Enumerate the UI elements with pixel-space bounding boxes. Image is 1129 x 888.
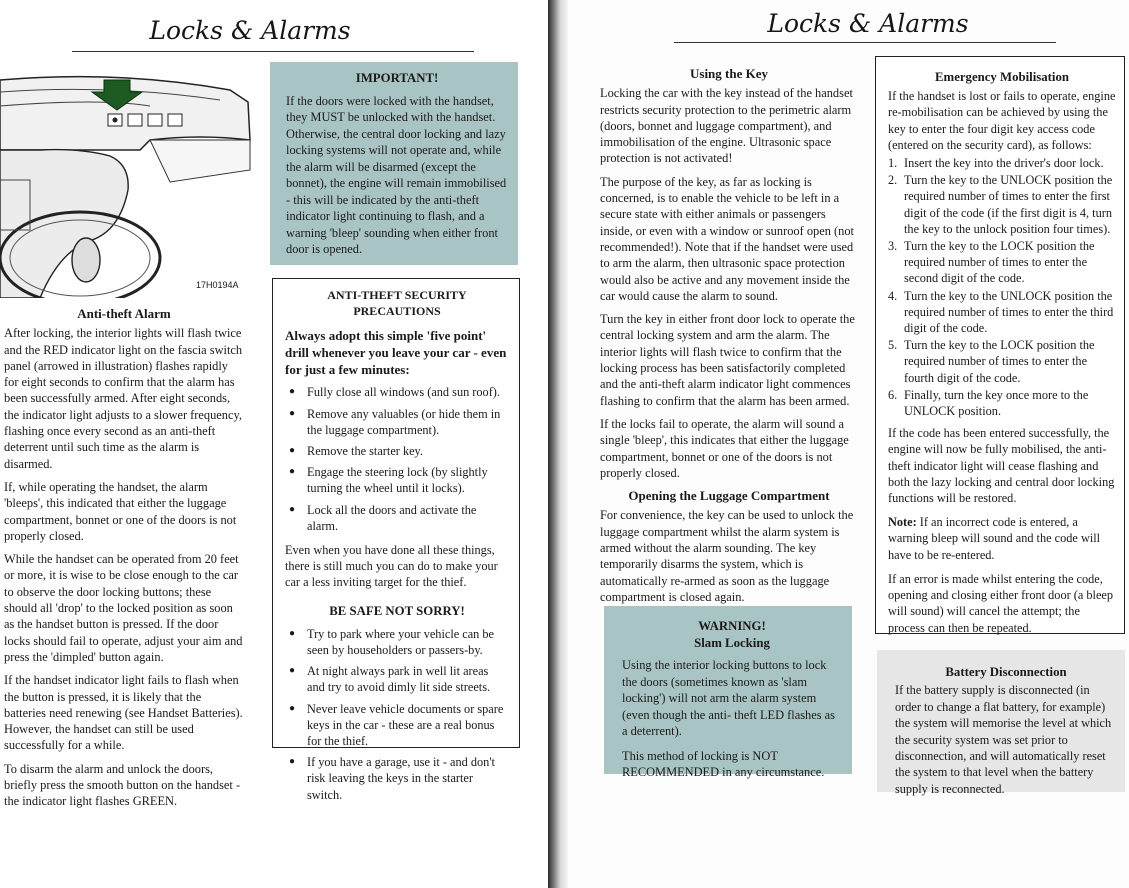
anti-theft-alarm-section	[4, 306, 244, 817]
alarm-paragraph: After locking, the interior lights will flash twice and the RED indicator light on the fascia switch panel (arrowed in illustration) flashes rapidly for eight seconds to confirm that the alarm has been successfully armed. After eight seconds, the indicator light adjusts to a slower frequency, flashing once every second as an anti-theft deterrent until such time as the alarm is disarmed.	[4, 326, 243, 471]
using-key-title: Using the Key	[690, 66, 768, 81]
drill-item: ● Lock all the doors and activate the alarm.	[285, 502, 509, 534]
emergency-box	[875, 56, 1125, 634]
tip-item: ● Try to park where your vehicle can be seen by householders or passers-by.	[285, 626, 509, 658]
mobilisation-steps	[888, 155, 1116, 419]
dashboard-illustration	[0, 70, 270, 298]
right-header-rule	[674, 42, 1056, 43]
left-header-rule	[72, 51, 474, 52]
alarm-paragraph: To disarm the alarm and unlock the doors, briefly press the smooth button on the handset - the indicator light flashes GREEN.	[4, 761, 241, 809]
battery-text: If the battery supply is disconnected (in order to change a flat battery, for example) the system will memorise the level at which the security system was set prior to disconnection, and will automatically reset the system to that level when the battery supply is reconnected.	[895, 683, 1112, 796]
step-item: 4. Turn the key to the UNLOCK position the required number of times to enter the third digit of the code.	[888, 288, 1114, 336]
precautions-box	[272, 278, 520, 802]
precautions-title: ANTI-THEFT SECURITY PRECAUTIONS	[327, 288, 467, 319]
right-page-header: Locks & Alarms	[767, 9, 969, 38]
luggage-text: For convenience, the key can be used to unlock the luggage compartment whilst the alarm system is armed without the alarm sounding. The key temporarily disarms the system, which is automatically re-armed as soon as the luggage compartment is closed again.	[600, 508, 854, 604]
warning-p1: Using the interior locking buttons to lock the doors (sometimes known as 'slam locking') will not arm the alarm system (even though the anti- theft LED flashes as a deterrent).	[622, 658, 835, 738]
alarm-paragraph: If the handset indicator light fails to flash when the button is pressed, it is likely that the batteries need renewing (see Handset Batteries). However, the handset can still be used successfully for a while.	[4, 673, 243, 753]
left-page	[0, 0, 548, 888]
safe-title: BE SAFE NOT SORRY!	[329, 603, 465, 618]
precautions-middle: Even when you have done all these things, there is still much you can do to make your car a less inviting target for the thief.	[285, 543, 498, 590]
emergency-error: If an error is made whilst entering the code, opening and closing either front door (a bleep will sound) will cancel the attempt; the process can then be repeated.	[888, 571, 1114, 635]
step-item: 6. Finally, turn the key once more to the UNLOCK position.	[888, 387, 1089, 419]
step-item: 2. Turn the key to the UNLOCK position the required number of times to enter the first digit of the code (if the first digit is 4, turn the key to the unlock position four times).	[888, 173, 1113, 236]
key-paragraph: Turn the key in either front door lock to operate the central locking system and arm the alarm. The interior lights will flash twice to confirm that the locking process has been satisfactorily completed and the anti-theft alarm indicator light commences flashing to confirm that the alarm has been armed.	[600, 312, 855, 408]
step-item: 5. Turn the key to the LOCK position the required number of times to enter the fourth digit of the code.	[888, 338, 1095, 385]
warning-p2: This method of locking is NOT RECOMMENDED in any circumstance.	[622, 748, 825, 779]
luggage-title: Opening the Luggage Compartment	[628, 488, 830, 504]
step-item: 3. Turn the key to the LOCK position the required number of times to enter the second digit of the code.	[888, 239, 1095, 286]
drill-item: ● Remove any valuables (or hide them in the luggage compartment).	[285, 406, 509, 438]
precautions-lead: Always adopt this simple 'five point' drill whenever you leave your car - even for just a few minutes:	[285, 328, 507, 378]
tips-list	[285, 626, 509, 803]
drill-item: ● Fully close all windows (and sun roof).	[285, 384, 509, 400]
emergency-note: Note: If an incorrect code is entered, a warning bleep will sound and the code will have to be re-entered.	[888, 515, 1101, 562]
anti-theft-alarm-title: Anti-theft Alarm	[77, 306, 171, 321]
tip-item: ● At night always park in well lit areas and try to avoid dimly lit side streets.	[285, 663, 509, 695]
emergency-title: Emergency Mobilisation	[935, 70, 1069, 84]
tip-item: ● Never leave vehicle documents or spare keys in the car - these are a real bonus for the thief.	[285, 701, 509, 750]
drill-list	[285, 384, 509, 534]
step-item: 1. Insert the key into the driver's door lock.	[888, 156, 1104, 171]
emergency-after: If the code has been entered successfully, the engine will now be fully mobilised, the anti-theft indicator light will cease flashing and both the lazy locking and central door locking functions will be restored.	[888, 426, 1115, 506]
drill-item: ● Engage the steering lock (by slightly turning the wheel until it locks).	[285, 464, 509, 496]
important-title: IMPORTANT!	[355, 71, 439, 85]
left-page-header: Locks & Alarms	[149, 16, 351, 45]
key-paragraph: If the locks fail to operate, the alarm will sound a single 'bleep', this indicates that either the luggage compartment, bonnet or one of the doors is not properly closed.	[600, 416, 849, 480]
warning-box	[604, 606, 852, 779]
emergency-intro: If the handset is lost or fails to operate, engine re-mobilisation can be achieved by using the key to enter the four digit key access code (entered on the security card), as follows:	[888, 89, 1116, 152]
slam-locking-title: Slam Locking	[694, 635, 770, 650]
battery-title: Battery Disconnection	[945, 665, 1067, 679]
key-paragraph: Locking the car with the key instead of the handset restricts security protection to the perimetric alarm (doors, bonnet and luggage compartment), and immobilisation of the engine. Ultrasonic space protection is not activated!	[600, 86, 853, 166]
battery-box	[877, 650, 1125, 796]
book-gutter	[548, 0, 568, 888]
warning-title: WARNING!	[698, 619, 766, 633]
key-paragraph: The purpose of the key, as far as locking is concerned, is to enable the vehicle to be left in a secure state with either animals or passengers inside, or even with a window or sunroof open (not recommended!). Note that if the handset were used to arm the alarm, then ultrasonic space protection would also be active and any movement inside the car would cause the alarm to sound.	[600, 174, 854, 303]
tip-item: ● If you have a garage, use it - and don't risk leaving the keys in the starter switch.	[285, 754, 509, 803]
important-text: If the doors were locked with the handset, they MUST be unlocked with the handset. Otherwise, the central door locking and lazy locking systems will not operate and, while the alarm will be disarmed (except the bonnet), the engine will remain immobilised - this will be indicated by the anti-theft indicator light continuing to flash, and a warning 'bleep' sounding when either front door is opened.	[286, 93, 507, 256]
important-box	[270, 62, 518, 265]
using-key-section	[600, 66, 858, 612]
right-page	[568, 0, 1129, 888]
drill-item: ● Remove the starter key.	[285, 443, 509, 459]
figure-label: 17H0194A	[196, 280, 239, 290]
alarm-paragraph: If, while operating the handset, the alarm 'bleeps', this indicated that either the luggage compartment, bonnet or one of the doors is not properly closed.	[4, 479, 237, 543]
alarm-paragraph: While the handset can be operated from 20 feet or more, it is wise to be close enough to the car to observe the door locking buttons; these should all 'drop' to the locked position as soon as the handset button is pressed. If the door locks should fail to operate, adjust your aim and press the 'dimpled' button again.	[4, 552, 243, 664]
